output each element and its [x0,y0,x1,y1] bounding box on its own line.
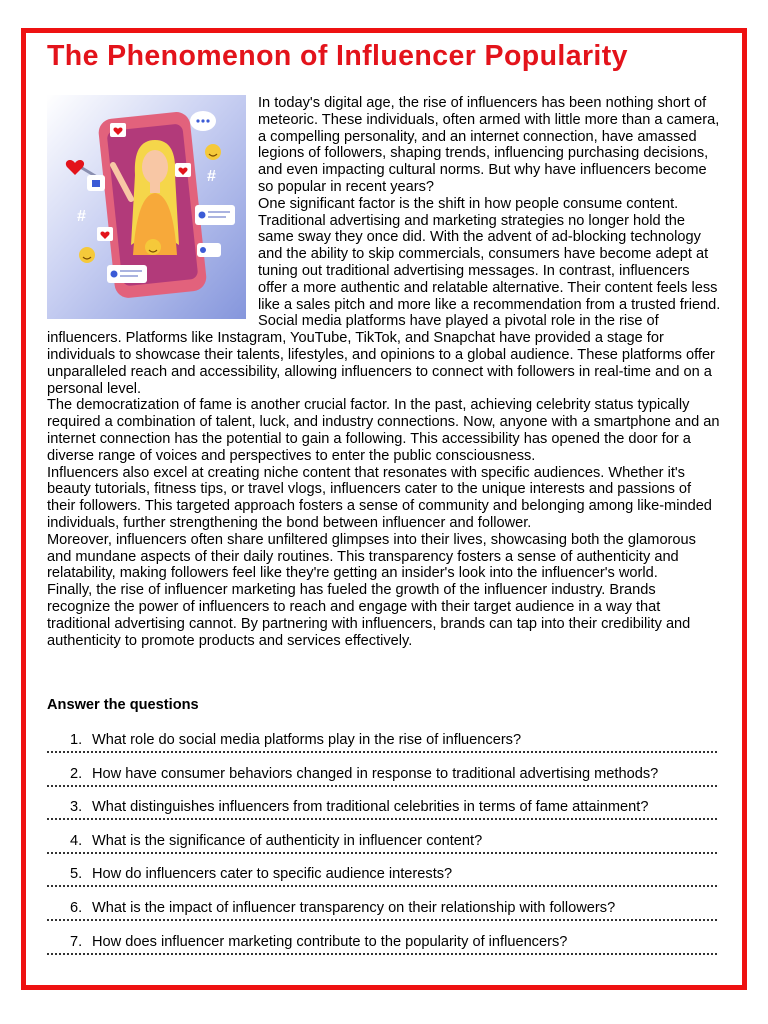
question-text [70,833,482,850]
hashtag-icon: # [207,168,216,185]
question-item [47,895,717,929]
answer-line[interactable] [47,953,717,955]
question-label: What distinguishes influencers from traditional celebrities in terms of fame attainment? [92,799,649,816]
question-label: What role do social media platforms play in the rise of influencers? [92,732,522,748]
love-emoji-icon [145,239,161,255]
answer-line[interactable] [47,852,717,854]
paragraph: Social media platforms have played a pivotal role in the rise of influencers. Platforms like Instagram, YouTube, TikTok, and Snapchat have provided a stage for individuals to showcase their talents, lifestyles, and opinions to a global audience. These platforms offer unparalleled reach and accessibility, allowing influencers to connect with followers in real-time and on a personal level. [47,313,715,397]
heart-icon [110,123,126,137]
question-item [47,929,717,963]
questions-heading: Answer the questions [47,697,199,713]
question-label: How have consumer behaviors changed in response to traditional advertising methods? [92,765,659,782]
question-item [47,861,717,895]
question-text [70,732,521,749]
question-number: 7. [70,933,83,950]
question-text [70,900,615,917]
question-number: 3. [70,799,83,816]
page-title: The Phenomenon of Influencer Popularity [47,40,628,72]
paragraph: One significant factor is the shift in how people consume content. Traditional advertising and marketing strategies no longer hold the same sway they once did. With the advent of ad-blocking technology and the ability to skip commercials, consumers have become adept at tuning out traditional advertising messages. In contrast, influencers offer a more authentic and relatable alternative. Their content feels less like a sales pitch and more like a recommendation from a trusted friend. [258,195,721,313]
answer-line[interactable] [47,751,717,753]
question-text [70,934,567,951]
question-label: What is the impact of influencer transparency on their relationship with followers? [92,899,616,916]
question-text [70,866,452,883]
question-text [70,766,658,783]
profile-card-icon [197,243,221,257]
answer-line[interactable] [47,919,717,921]
question-item [47,727,717,761]
question-number: 4. [70,832,83,849]
answer-line[interactable] [47,785,717,787]
questions-section [47,697,717,962]
question-label: How does influencer marketing contribute to the popularity of influencers? [92,933,568,950]
heart-icon [97,227,113,241]
question-label: What is the significance of authenticity in influencer content? [92,832,483,849]
paragraph: Finally, the rise of influencer marketing has fueled the growth of the influencer industry. Brands recognize the power of influencers to reach and engage with their target audience in a way that traditional advertising cannot. By partnering with influencers, brands can tap into their credibility and authenticity to promote products and services effectively. [47,582,691,649]
profile-card-icon [195,205,235,225]
question-label: How do influencers cater to specific audience interests? [92,866,453,883]
hashtag-icon: # [77,208,86,225]
question-item [47,794,717,828]
profile-card-icon [107,265,147,283]
like-icon [87,175,105,191]
question-text [70,799,648,816]
paragraph: Influencers also excel at creating niche content that resonates with specific audiences. Whether it's beauty tutorials, fitness tips, or travel vlogs, influencers cater to the unique interests and passions of their followers. This targeted approach fosters a sense of community and belonging among like-minded individuals, further strengthening the bond between influencer and follower. [47,464,712,531]
smile-emoji-icon [79,247,95,263]
question-number: 6. [70,899,83,916]
question-item [47,761,717,795]
paragraph: The democratization of fame is another crucial factor. In the past, achieving celebrity status typically required a combination of talent, luck, and industry connections. Now, anyone with a smartphone and an internet connection has the potential to gain a following. This accessibility has opened the door for a diverse range of voices and perspectives to enter the public consciousness. [47,397,720,464]
answer-line[interactable] [47,885,717,887]
influencer-illustration [47,95,246,319]
paragraph: Moreover, influencers often share unfiltered glimpses into their lives, showcasing both the glamorous and mundane aspects of their daily routines. This transparency fosters a sense of authenticity and relatability, making followers feel like they're getting an insider's look into the influencer's world. [47,531,696,582]
heart-icon [175,163,191,177]
article-body [47,95,722,649]
answer-line[interactable] [47,818,717,820]
question-item [47,828,717,862]
question-number: 1. [70,732,83,748]
question-number: 2. [70,765,83,782]
chat-bubble-icon [190,111,216,131]
question-number: 5. [70,866,83,883]
question-list [47,727,717,962]
smile-emoji-icon [205,144,221,160]
paragraph: In today's digital age, the rise of influencers has been nothing short of meteoric. These individuals, often armed with little more than a camera, a compelling personality, and an internet connection, have amassed legions of followers, shaping trends, influencing purchasing decisions, and even impacting cultural norms. But why have influencers become so popular in recent years? [258,95,720,195]
